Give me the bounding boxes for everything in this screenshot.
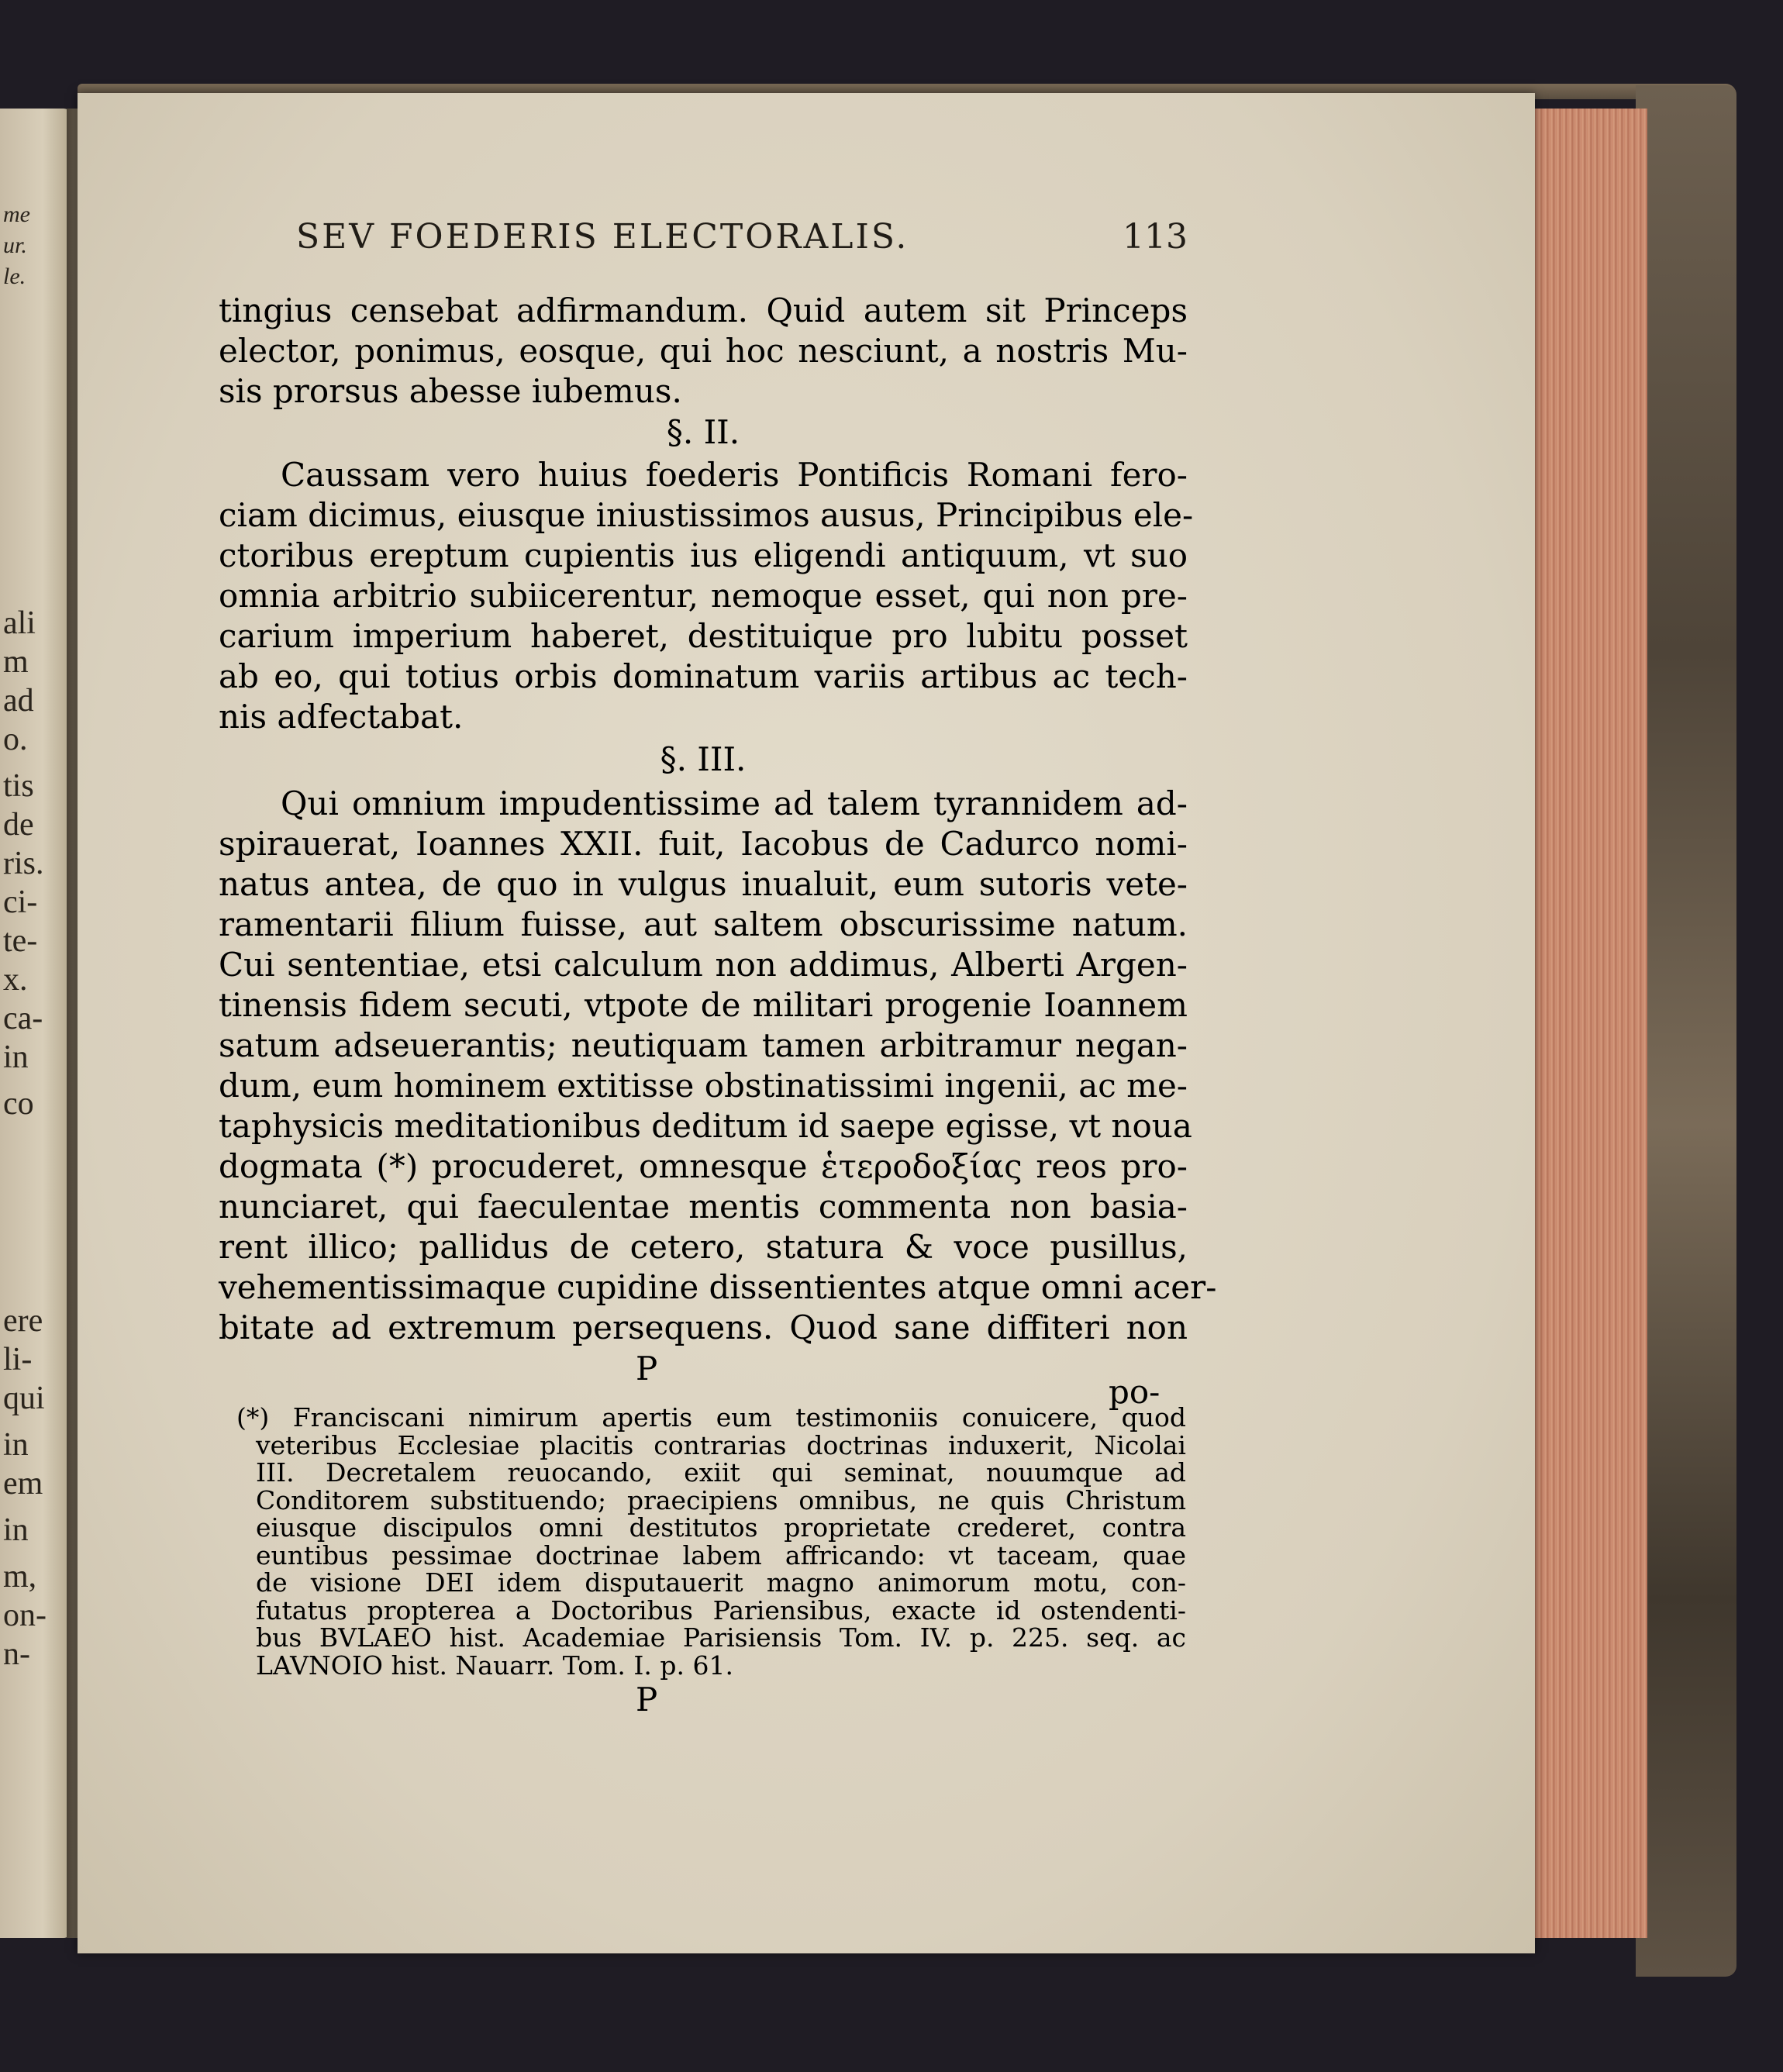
body-line: satum adseuerantis; neutiquam tamen arbitramur negan- — [219, 1026, 1188, 1064]
facing-page-fragment: in — [3, 1427, 29, 1463]
footnote-line: veteribus Ecclesiae placitis contrarias doctrinas induxerit, Nicolai — [256, 1429, 1186, 1460]
facing-page-fragment: em — [3, 1466, 43, 1501]
section-heading: §. III. — [660, 740, 747, 778]
body-line: natus antea, de quo in vulgus inualuit, eum sutoris vete- — [219, 865, 1188, 903]
body-line: nunciaret, qui faeculentae mentis commenta non basia- — [219, 1188, 1188, 1226]
facing-page-fragment: x. — [3, 962, 28, 998]
running-head-title: SEV FOEDERIS ELECTORALIS. — [296, 217, 909, 257]
body-line: ab eo, qui totius orbis dominatum variis artibus ac tech- — [219, 657, 1188, 695]
facing-page-fragment: tis — [3, 768, 34, 804]
body-line: sis prorsus abesse iubemus. — [219, 372, 682, 410]
body-line: ciam dicimus, eiusque iniustissimos ausus, Principibus ele- — [219, 496, 1194, 534]
book-page — [78, 93, 1535, 1953]
facing-page-fragment: m, — [3, 1559, 37, 1595]
facing-page-fragment: n- — [3, 1636, 30, 1672]
facing-page-fragment: m — [3, 644, 29, 680]
body-line: rent illico; pallidus de cetero, statura & voce pusillus, — [219, 1228, 1188, 1266]
facing-page-fragment: ci- — [3, 884, 38, 920]
facing-page-fragment: li- — [3, 1342, 33, 1377]
body-line: dogmata (*) procuderet, omnesque ἑτεροδοξίας reos pro- — [219, 1147, 1188, 1185]
running-head — [296, 217, 1188, 257]
page-number: 113 — [1123, 217, 1188, 257]
facing-page-fragment: ere — [3, 1303, 43, 1339]
body-line: Cui sententiae, etsi calculum non addimus, Alberti Argen- — [219, 946, 1188, 984]
facing-page-fragment: de — [3, 807, 34, 843]
facing-page-fragment: ali — [3, 605, 36, 641]
catchword: po- — [1109, 1373, 1161, 1411]
facing-page-fragment: qui — [3, 1381, 45, 1416]
body-line: ctoribus ereptum cupientis ius eligendi antiquum, vt suo — [219, 536, 1188, 574]
facing-page-fragment: in — [3, 1039, 29, 1075]
footnote-line: Conditorem substituendo; praecipiens omnibus, ne quis Christum — [256, 1484, 1186, 1515]
footnote-line: de visione DEI idem disputauerit magno animorum motu, con- — [256, 1567, 1186, 1598]
facing-page-fragment: te- — [3, 923, 38, 959]
facing-page-fragment: o. — [3, 722, 28, 757]
body-line: ramentarii filium fuisse, aut saltem obscurissime natum. — [219, 905, 1188, 943]
bottom-signature: P — [636, 1681, 658, 1719]
body-line: vehementissimaque cupidine dissentientes atque omni acer- — [219, 1268, 1217, 1306]
body-line: taphysicis meditationibus deditum id saepe egisse, vt noua — [219, 1107, 1192, 1145]
facing-page-fragment: in — [3, 1512, 29, 1548]
footnote-line: III. Decretalem reuocando, exiit qui seminat, nouumque ad — [256, 1457, 1186, 1488]
body-line: bitate ad extremum persequens. Quod sane diffiteri non — [219, 1308, 1188, 1346]
facing-page-left — [0, 109, 71, 1938]
body-line: elector, ponimus, eosque, qui hoc nesciunt, a nostris Mu- — [219, 332, 1188, 370]
body-line: Caussam vero huius foederis Pontificis Romani fero- — [281, 456, 1188, 494]
facing-page-fragment: ad — [3, 683, 34, 719]
signature-mark: P — [636, 1350, 658, 1388]
footnote-line: (*) Franciscani nimirum apertis eum testimoniis conuicere, quod — [236, 1402, 1186, 1432]
facing-page-fragment: ur. — [3, 233, 27, 258]
footnote-line: eiusque discipulos omni destitutos proprietate crederet, contra — [256, 1512, 1186, 1543]
footnote-line: euntibus pessimae doctrinae labem affricando: vt taceam, quae — [256, 1539, 1186, 1570]
section-heading: §. II. — [666, 413, 740, 451]
facing-page-fragment: ca- — [3, 1001, 43, 1036]
footnote-line: LAVNOIO hist. Nauarr. Tom. I. p. 61. — [256, 1650, 733, 1681]
body-line: omnia arbitrio subiicerentur, nemoque esset, qui non pre- — [219, 577, 1188, 615]
body-line: carium imperium haberet, destituique pro lubitu posset — [219, 617, 1188, 655]
facing-page-fragment: ris. — [3, 846, 44, 881]
facing-page-fragment: on- — [3, 1598, 47, 1633]
body-line: tingius censebat adfirmandum. Quid autem sit Princeps — [219, 291, 1188, 329]
page-fore-edge — [1529, 109, 1647, 1938]
body-line: nis adfectabat. — [219, 698, 464, 736]
footnote-line: futatus propterea a Doctoribus Pariensibus, exacte id ostendenti- — [256, 1595, 1186, 1626]
body-line: dum, eum hominem extitisse obstinatissimi ingenii, ac me- — [219, 1067, 1188, 1105]
facing-page-fragment: co — [3, 1086, 34, 1122]
body-line: spirauerat, Ioannes XXII. fuit, Iacobus de Cadurco nomi- — [219, 825, 1188, 863]
back-cover — [1636, 85, 1736, 1977]
facing-page-fragment: me — [3, 202, 30, 227]
facing-page-fragment: le. — [3, 264, 26, 289]
body-line: Qui omnium impudentissime ad talem tyrannidem ad- — [281, 784, 1188, 822]
body-line: tinensis fidem secuti, vtpote de militari progenie Ioannem — [219, 986, 1188, 1024]
footnote-line: bus BVLAEO hist. Academiae Parisiensis Tom. IV. p. 225. seq. ac — [256, 1622, 1186, 1653]
